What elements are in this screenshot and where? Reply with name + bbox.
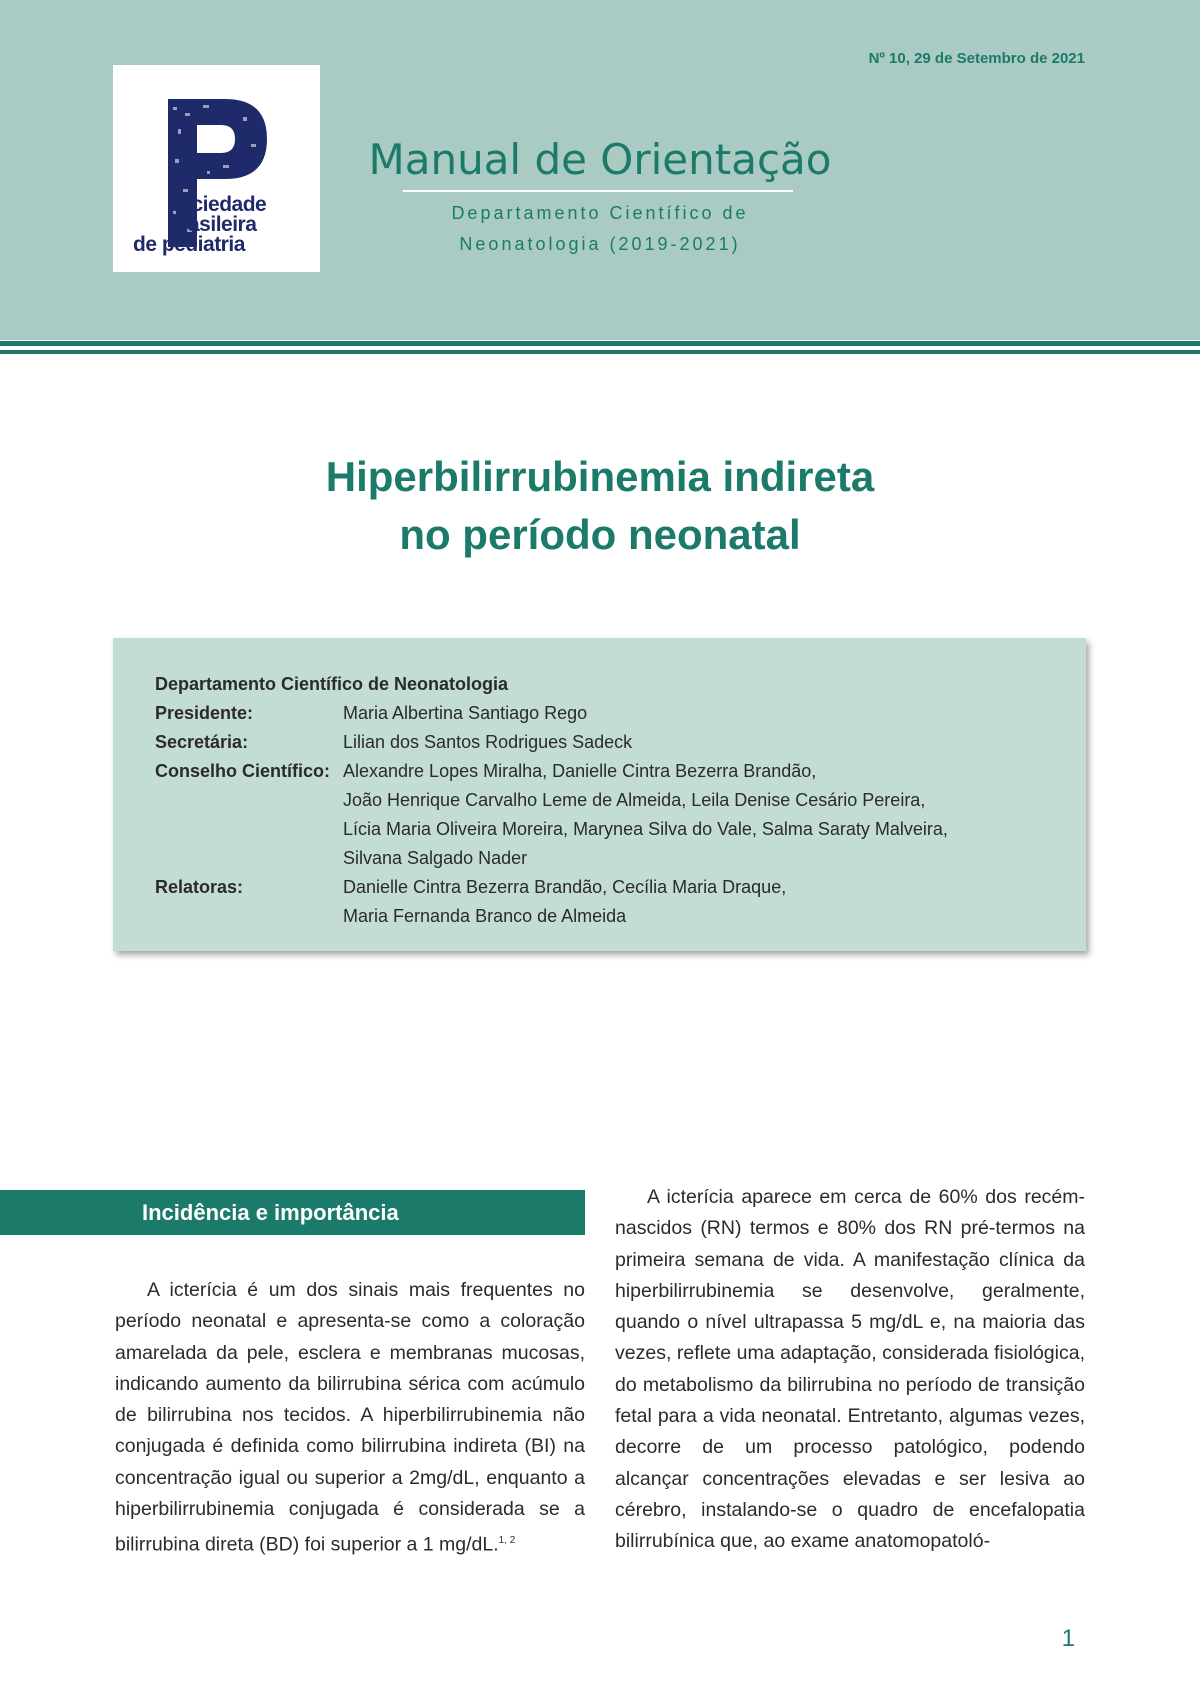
credits-value: Alexandre Lopes Miralha, Danielle Cintra Bezerra Brandão, (343, 761, 817, 781)
document-title (0, 448, 1200, 564)
credits-value: João Henrique Carvalho Leme de Almeida, Leila Denise Cesário Pereira, (343, 790, 926, 810)
issue-date: Nº 10, 29 de Setembro de 2021 (868, 50, 1085, 67)
header-rule (0, 341, 1200, 346)
document-title-line-1: Hiperbilirrubinemia indireta (325, 453, 875, 500)
sbp-logo (113, 65, 320, 272)
header-banner (0, 0, 1200, 340)
body-column-left (115, 1275, 585, 1561)
title-underline (403, 190, 793, 192)
department-line-1: Departamento Científico de (451, 203, 749, 223)
credits-label: Relatoras: (155, 877, 244, 897)
manual-title: Manual de Orientação (368, 135, 832, 184)
credits-row (155, 757, 1043, 873)
credits-row (155, 873, 1043, 931)
credits-value: Lilian dos Santos Rodrigues Sadeck (343, 732, 633, 752)
section-header (0, 1190, 585, 1235)
credits-value: Lícia Maria Oliveira Moreira, Marynea Silva do Vale, Salma Saraty Malveira, (343, 819, 948, 839)
body-paragraph (115, 1275, 585, 1561)
reference-marker: 1, 2 (498, 1535, 516, 1547)
body-paragraph: A icterícia aparece em cerca de 60% dos recém-nascidos (RN) termos e 80% dos RN pré-termos na primeira semana de vida. A manifestação clínica da hiperbilirrubinemia se desenvolve, geralmente, quando o nível ultrapassa 5 mg/dL e, na maioria das vezes, reflete uma adaptação, considerada fisiológica, do metabolismo da bilirrubina no período de transição fetal para a vida neonatal. Entretanto, algumas vezes, decorre de um processo patológico, podendo alcançar concentrações elevadas e ser lesiva ao cérebro, instalando-se o quadro de encefalopatia bilirrubínica que, ao exame anatomopatoló- (615, 1186, 1085, 1553)
credits-heading: Departamento Científico de Neonatologia (155, 674, 509, 694)
logo-line-3: de pediatria (133, 233, 245, 256)
credits-box (113, 638, 1086, 951)
logo-line-1: sociedade (168, 193, 267, 216)
header-rule (0, 350, 1200, 354)
credits-value: Silvana Salgado Nader (343, 848, 528, 868)
document-title-line-2: no período neonatal (399, 511, 801, 558)
page-number: 1 (1061, 1625, 1075, 1652)
department-line-2: Neonatologia (2019-2021) (459, 234, 741, 254)
credits-label: Secretária: (155, 732, 249, 752)
credits-value: Maria Fernanda Branco de Almeida (343, 906, 627, 926)
body-column-right (615, 1182, 1085, 1558)
credits-row (155, 728, 1043, 757)
paragraph-text: A icterícia é um dos sinais mais frequentes no período neonatal e apresenta-se como a coloração amarelada da pele, esclera e membranas mucosas, indicando aumento da bilirrubina sérica com acúmulo de bilirrubina nos tecidos. A hiperbilirrubinemia não conjugada é definida como bilirrubina indireta (BI) na concentração igual ou superior a 2mg/dL, enquanto a hiperbilirrubinemia conjugada é considerada se a bilirrubina direta (BD) foi superior a 1 mg/dL. (115, 1279, 585, 1556)
credits-value: Danielle Cintra Bezerra Brandão, Cecília Maria Draque, (343, 877, 787, 897)
logo-line-2: brasileira (168, 213, 257, 236)
section-title: Incidência e importância (142, 1200, 399, 1225)
credits-value: Maria Albertina Santiago Rego (343, 703, 588, 723)
logo-wordmark (133, 193, 267, 256)
credits-label: Conselho Científico: (155, 761, 330, 781)
credits-label: Presidente: (155, 703, 254, 723)
credits-row (155, 699, 1043, 728)
